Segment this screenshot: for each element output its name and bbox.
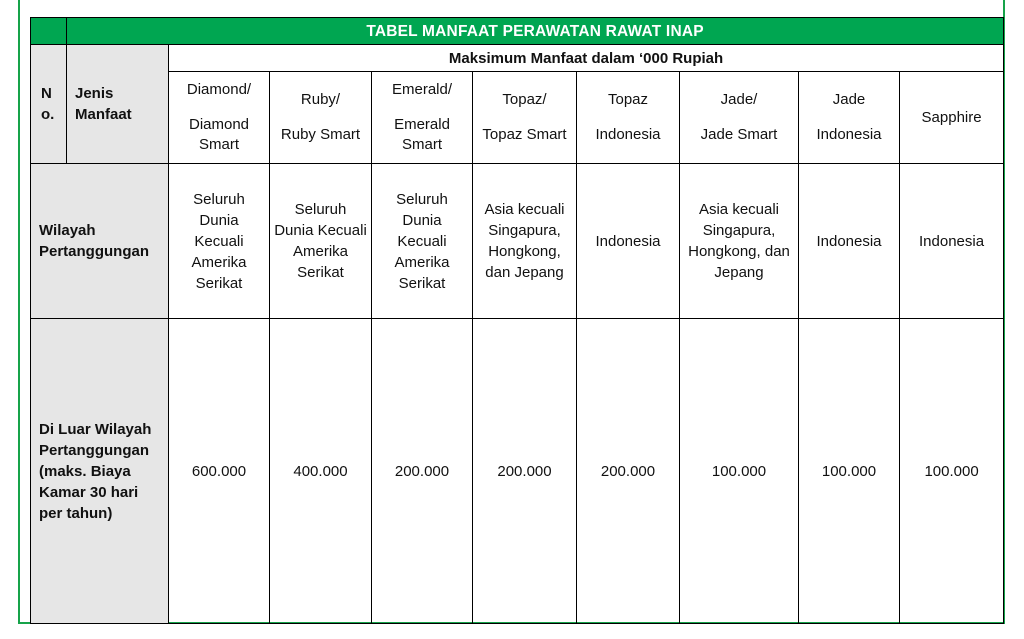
table-cell: Indonesia — [577, 164, 680, 319]
table-cell: 100.000 — [900, 319, 1004, 624]
table-title: TABEL MANFAAT PERAWATAN RAWAT INAP — [67, 18, 1004, 45]
plan-header-emerald — [372, 72, 473, 164]
row-label-luar-wilayah: Di Luar Wilayah Pertanggungan (maks. Biaya Kamar 30 hari per tahun) — [31, 319, 169, 624]
table-cell: 200.000 — [372, 319, 473, 624]
plan-header-sapphire — [900, 72, 1004, 164]
plan-line1: Jade — [832, 91, 866, 108]
plan-line1: Topaz — [607, 91, 649, 108]
plan-header-ruby — [270, 72, 372, 164]
plan-line1: Topaz/ — [502, 91, 547, 108]
plan-line2: Diamond Smart — [188, 116, 250, 153]
row-label-wilayah: Wilayah Pertanggungan — [31, 164, 169, 319]
table-row — [31, 164, 1004, 319]
plan-line2: Jade Smart — [700, 126, 778, 143]
plan-line2: Indonesia — [595, 126, 661, 143]
table-cell: Seluruh Dunia Kecuali Amerika Serikat — [169, 164, 270, 319]
plan-line1: Emerald/ — [391, 81, 453, 98]
title-row — [31, 18, 1004, 45]
table-cell: 400.000 — [270, 319, 372, 624]
plan-line2: Indonesia — [816, 126, 882, 143]
jenis-header — [67, 45, 169, 164]
table-cell: 200.000 — [577, 319, 680, 624]
table-cell: 100.000 — [799, 319, 900, 624]
table-cell: Indonesia — [799, 164, 900, 319]
benefit-table — [30, 17, 1004, 624]
plan-line1: Diamond/ — [186, 81, 252, 98]
plan-header-topaz-indonesia — [577, 72, 680, 164]
jenis-header-label: Jenis Manfaat — [75, 85, 132, 123]
table-subtitle: Maksimum Manfaat dalam ‘000 Rupiah — [169, 45, 1004, 72]
no-header — [31, 45, 67, 164]
table-cell: Indonesia — [900, 164, 1004, 319]
plan-header-row — [31, 72, 1004, 164]
table-cell: Seluruh Dunia Kecuali Amerika Serikat — [372, 164, 473, 319]
subtitle-row — [31, 45, 1004, 72]
page-frame-left — [18, 0, 20, 624]
table-cell: Asia kecuali Singapura, Hongkong, dan Jepang — [473, 164, 577, 319]
table-cell: 100.000 — [680, 319, 799, 624]
plan-line2: Emerald Smart — [394, 116, 450, 153]
no-header-label: N o. — [41, 85, 55, 123]
plan-line2: Ruby Smart — [280, 126, 361, 143]
plan-line2: Sapphire — [921, 108, 982, 126]
plan-header-diamond — [169, 72, 270, 164]
table-cell: 200.000 — [473, 319, 577, 624]
plan-header-jade — [680, 72, 799, 164]
plan-header-jade-indonesia — [799, 72, 900, 164]
plan-header-topaz — [473, 72, 577, 164]
plan-line1: Jade/ — [720, 91, 758, 108]
table-row — [31, 319, 1004, 624]
plan-line2: Topaz Smart — [482, 126, 567, 143]
plan-line1: Ruby/ — [300, 91, 341, 108]
table-cell: Seluruh Dunia Kecuali Amerika Serikat — [270, 164, 372, 319]
table-cell: 600.000 — [169, 319, 270, 624]
title-corner-cell — [31, 18, 67, 45]
table-cell: Asia kecuali Singapura, Hongkong, dan Jepang — [680, 164, 799, 319]
